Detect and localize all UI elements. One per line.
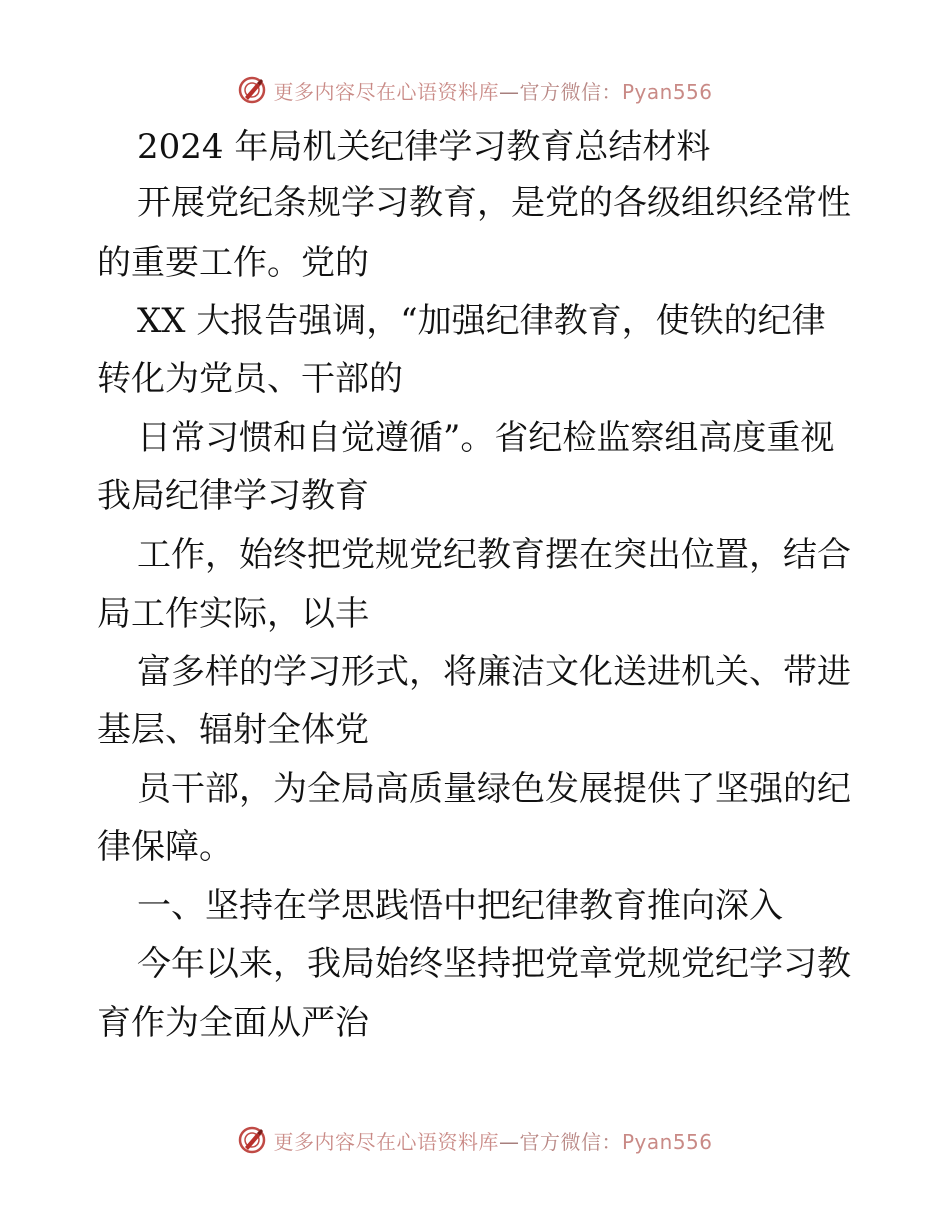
watermark-text — [273, 1126, 712, 1155]
watermark-account: Pyan556 — [621, 1129, 713, 1154]
paragraph-line: 日常习惯和自觉遵循”。省纪检监察组高度重视 — [137, 418, 835, 458]
paragraph-line: 基层、辐射全体党 — [97, 710, 369, 750]
paragraph-line: XX 大报告强调，“加强纪律教育，使铁的纪律 — [137, 301, 826, 341]
document-title: 2024 年局机关纪律学习教育总结材料 — [137, 127, 711, 167]
watermark-account: Pyan556 — [621, 79, 713, 104]
watermark-slogan: 更多内容尽在心语资料库 — [273, 1129, 499, 1154]
paragraph-line: 开展党纪条规学习教育，是党的各级组织经常性 — [137, 183, 851, 223]
header-watermark-banner — [0, 70, 950, 110]
paragraph-line: 律保障。 — [97, 827, 233, 867]
paragraph-line: 今年以来，我局始终坚持把党章党规党纪学习教 — [137, 944, 851, 984]
pen-nib-circle-icon — [237, 1125, 267, 1155]
watermark-wechat-label: 官方微信： — [519, 79, 622, 104]
section-heading: 一、坚持在学思践悟中把纪律教育推向深入 — [137, 886, 783, 926]
footer-watermark-banner — [0, 1120, 950, 1160]
paragraph-line: 我局纪律学习教育 — [97, 476, 369, 516]
watermark-separator: — — [498, 1129, 520, 1154]
paragraph-line: 育作为全面从严治 — [97, 1003, 369, 1043]
paragraph-line: 富多样的学习形式，将廉洁文化送进机关、带进 — [137, 652, 851, 692]
watermark-slogan: 更多内容尽在心语资料库 — [273, 79, 499, 104]
pen-nib-circle-icon — [237, 75, 267, 105]
paragraph-line: 的重要工作。党的 — [97, 243, 369, 283]
watermark-wechat-label: 官方微信： — [519, 1129, 622, 1154]
watermark-separator: — — [498, 79, 520, 104]
watermark-text — [273, 76, 712, 105]
paragraph-line: 局工作实际，以丰 — [97, 594, 369, 634]
paragraph-line: 工作，始终把党规党纪教育摆在突出位置，结合 — [137, 535, 851, 575]
paragraph-line: 转化为党员、干部的 — [97, 359, 403, 399]
paragraph-line: 员干部，为全局高质量绿色发展提供了坚强的纪 — [137, 769, 851, 809]
